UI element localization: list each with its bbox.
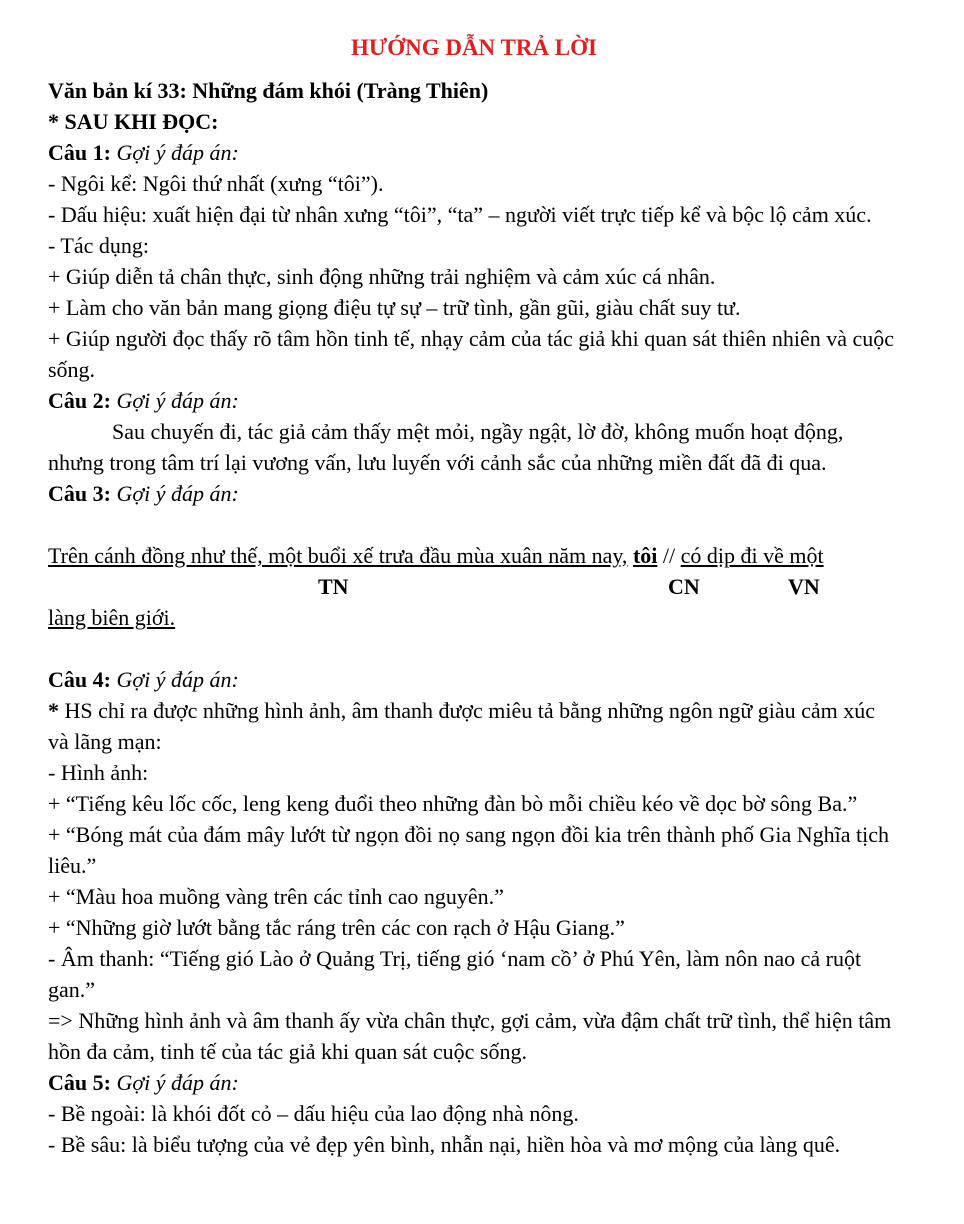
question-1-header [48,137,900,168]
grammar-tags [48,571,900,602]
answer-line: => Những hình ảnh và âm thanh ấy vừa chân thực, gợi cảm, vừa đậm chất trữ tình, thể hiện tâm hồn đa cảm, tinh tế của tác giả khi quan sát cuộc sống. [48,1008,892,1064]
sentence-continuation [48,602,900,633]
answer-line: + “Tiếng kêu lốc cốc, leng keng đuổi theo những đàn bò mỗi chiều kéo về dọc bờ sông Ba.” [48,791,858,816]
tag-vn: VN [788,574,820,599]
answer-paragraph: Sau chuyến đi, tác giả cảm thấy mệt mỏi, ngầy ngật, lờ đờ, không muốn hoạt động, nhưng trong tâm trí lại vương vấn, lưu luyến với cảnh sắc của những miền đất đã đi qua. [48,419,844,475]
answer-line: - Ngôi kể: Ngôi thứ nhất (xưng “tôi”). [48,171,384,196]
answer-line: + Giúp diễn tả chân thực, sinh động những trải nghiệm và cảm xúc cá nhân. [48,264,716,289]
section-heading: * SAU KHI ĐỌC: [48,109,219,134]
sentence-analysis [48,540,900,571]
spacer [48,509,900,540]
question-5-hint: Gợi ý đáp án: [116,1070,239,1095]
intro-star: * [48,698,59,723]
question-4-hint: Gợi ý đáp án: [116,667,239,692]
question-1-label: Câu 1: [48,140,111,165]
question-3-hint: Gợi ý đáp án: [116,481,239,506]
predicate-phrase-continued: làng biên giới. [48,605,176,630]
document-title: HƯỚNG DẪN TRẢ LỜI [351,35,597,60]
question-5-label: Câu 5: [48,1070,111,1095]
answer-line: - Hình ảnh: [48,760,149,785]
answer-line: - Bề ngoài: là khói đốt cỏ – dấu hiệu của lao động nhà nông. [48,1101,579,1126]
separator: // [662,543,676,568]
tag-cn: CN [668,574,700,599]
answer-line: - Tác dụng: [48,233,150,258]
question-2-header [48,385,900,416]
subject-word: tôi [632,543,658,568]
adverbial-phrase: Trên cánh đồng như thế, một buổi xế trưa đầu mùa xuân năm nay, [48,543,628,568]
question-3-header [48,478,900,509]
answer-line: + “Màu hoa muồng vàng trên các tỉnh cao nguyên.” [48,884,504,909]
answer-line: - Âm thanh: “Tiếng gió Lào ở Quảng Trị, tiếng gió ‘nam cồ’ ở Phú Yên, làm nôn nao cả ruột gan.” [48,946,862,1002]
answer-line: + Giúp người đọc thấy rõ tâm hồn tinh tế, nhạy cảm của tác giả khi quan sát thiên nhiên và cuộc sống. [48,326,895,382]
answer-intro [48,695,900,757]
question-4-header [48,664,900,695]
question-2-label: Câu 2: [48,388,111,413]
predicate-phrase: có dịp đi về một [680,543,824,568]
text-heading: Văn bản kí 33: Những đám khói (Tràng Thiên) [48,78,489,103]
question-2-hint: Gợi ý đáp án: [116,388,239,413]
answer-line: + “Những giờ lướt bằng tắc ráng trên các con rạch ở Hậu Giang.” [48,915,625,940]
question-3-label: Câu 3: [48,481,111,506]
tag-tn: TN [318,574,349,599]
spacer [48,633,900,664]
question-5-header [48,1067,900,1098]
answer-line: + “Bóng mát của đám mây lướt từ ngọn đồi nọ sang ngọn đồi kia trên thành phố Gia Nghĩa tịch liêu.” [48,822,889,878]
intro-text: HS chỉ ra được những hình ảnh, âm thanh được miêu tả bằng những ngôn ngữ giàu cảm xúc và lãng mạn: [48,698,876,754]
question-1-hint: Gợi ý đáp án: [116,140,239,165]
answer-line: - Dấu hiệu: xuất hiện đại từ nhân xưng “tôi”, “ta” – người viết trực tiếp kể và bộc lộ cảm xúc. [48,202,872,227]
question-4-label: Câu 4: [48,667,111,692]
answer-line: + Làm cho văn bản mang giọng điệu tự sự – trữ tình, gần gũi, giàu chất suy tư. [48,295,741,320]
answer-line: - Bề sâu: là biểu tượng của vẻ đẹp yên bình, nhẫn nại, hiền hòa và mơ mộng của làng quê. [48,1132,841,1157]
